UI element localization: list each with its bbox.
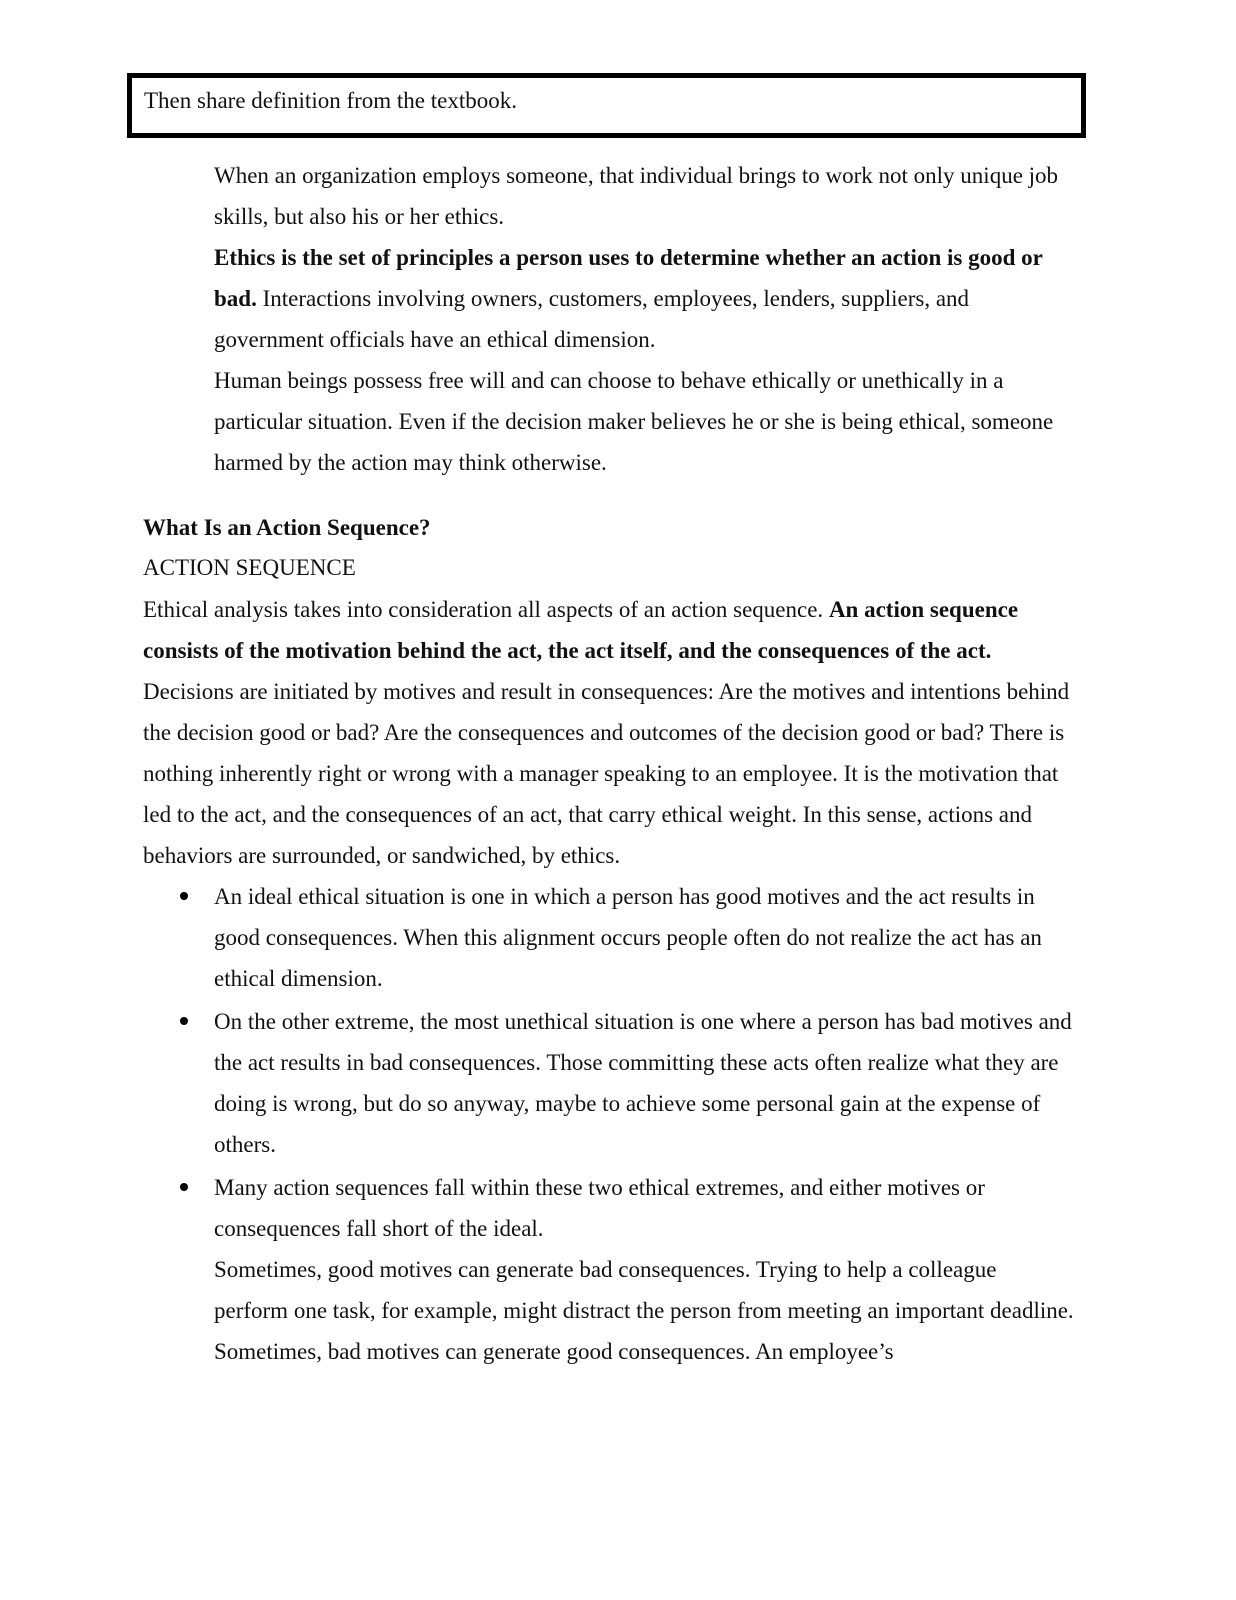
paragraph-motives-consequences: Sometimes, good motives can generate bad consequences. Trying to help a colleague perform one task, for example, might distract the person from meeting an important deadline. Sometimes, bad motives can generate good consequences. An employee’s [214,1257,1074,1364]
list-item-text: On the other extreme, the most unethical situation is one where a person has bad motives and the act results in bad consequences. Those committing these acts often realize what they are doing is wrong, but do so anyway, maybe to achieve some personal gain at the expense of others. [214,1009,1072,1157]
paragraph-ethics-definition [214,237,1074,360]
boxed-instruction-note [127,73,1086,138]
section-subheading: ACTION SEQUENCE [143,555,356,580]
ethics-definition-bold: Ethics is the set of principles a person uses to determine whether an action is good or bad. [214,245,1043,311]
ethics-definition-rest: Interactions involving owners, customers, employees, lenders, suppliers, and government officials have an ethical dimension. [214,286,970,352]
boxed-instruction-text: Then share definition from the textbook. [144,88,518,113]
action-sequence-rest: Decisions are initiated by motives and result in consequences: Are the motives and intentions behind the decision good or bad? Are the consequences and outcomes of the decision good or bad? There is nothing inherently right or wrong with a manager speaking to an employee. It is the motivation that led to the act, and the consequences of an act, that carry ethical weight. In this sense, actions and behaviors are surrounded, or sandwiched, by ethics. [143,679,1070,868]
textbook-definition-block [214,155,1074,483]
paragraph-free-will: Human beings possess free will and can choose to behave ethically or unethically in a particular situation. Even if the decision maker believes he or she is being ethical, someone harmed by the action may think otherwise. [214,368,1054,475]
paragraph-employs-someone: When an organization employs someone, that individual brings to work not only unique job skills, but also his or her ethics. [214,163,1059,229]
list-item-text: An ideal ethical situation is one in which a person has good motives and the act results in good consequences. When this alignment occurs people often do not realize the act has an ethical dimension. [214,884,1042,991]
section-heading: What Is an Action Sequence? [143,515,431,540]
bullet-icon [180,892,188,900]
action-sequence-bold: An action sequence consists of the motivation behind the act, the act itself, and the consequences of the act. [143,597,1019,663]
list-item-text: Many action sequences fall within these two ethical extremes, and either motives or consequences fall short of the ideal. [214,1175,985,1241]
bullet-icon [180,1183,188,1191]
action-sequence-intro: Ethical analysis takes into consideration all aspects of an action sequence. [143,597,829,622]
ethical-situations-list [143,876,1078,1251]
paragraph-action-sequence [143,589,1078,876]
bullet-icon [180,1017,188,1025]
list-item [143,1001,1078,1165]
list-item [143,876,1078,999]
list-item [143,1167,1078,1249]
